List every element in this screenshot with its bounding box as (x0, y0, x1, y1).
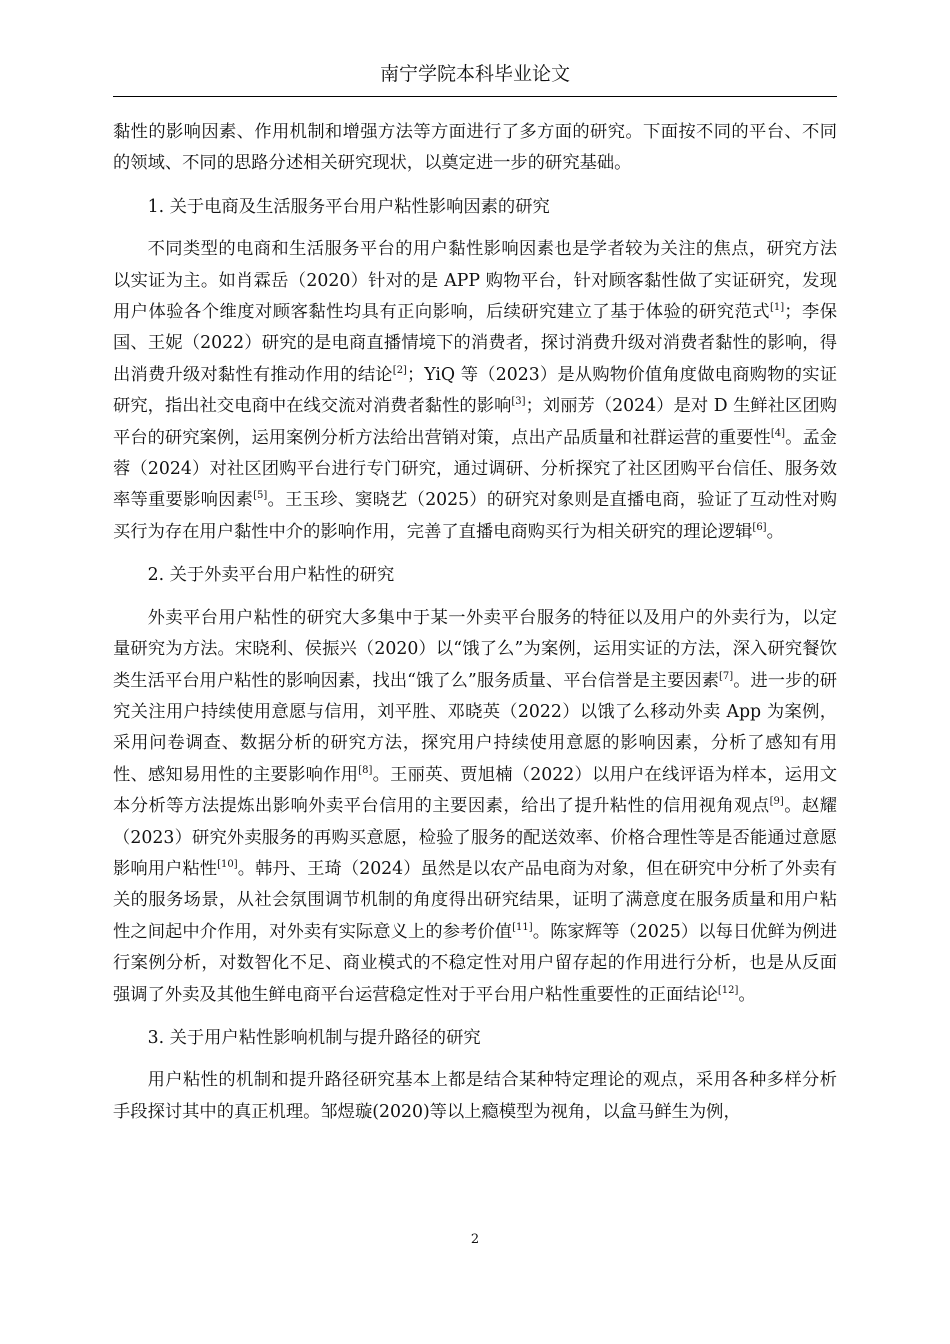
citation: [1] (770, 302, 785, 314)
citation: [12] (717, 984, 739, 996)
section-2-paragraph: 外卖平台用户粘性的研究大多集中于某一外卖平台服务的特征以及用户的外卖行为，以定量研究为方法。宋晓利、侯振兴（2020）以“饿了么”为案例，运用实证的方法，深入研究餐饮类生活平台用户粘性的影响因素，找出“饿了么”服务质量、平台信誉是主要因素[7]。进一步的研究关注用户持续使用意愿与信用，刘平胜、邓晓英（2022）以饿了么移动外卖 App 为案例，采用问卷调查、数据分析的研究方法，探究用户持续使用意愿的影响因素，分析了感知有用性、感知易用性的主要影响作用[8]。王丽英、贾旭楠（2022）以用户在线评语为样本，运用文本分析等方法提炼出影响外卖平台信用的主要因素，给出了提升粘性的信用视角观点[9]。赵耀（2023）研究外卖服务的再购买意愿，检验了服务的配送效率、价格合理性等是否能通过意愿影响用户粘性[10]。韩丹、王琦（2024）虽然是以农产品电商为对象，但在研究中分析了外卖有关的服务场景，从社会氛围调节机制的角度得出研究结果，证明了满意度在服务质量和用户粘性之间起中介作用，对外卖有实际意义上的参考价值[11]。陈家辉等（2025）以每日优鲜为例进行案例分析，对数智化不足、商业模式的不稳定性对用户留存起的作用进行分析，也是从反面强调了外卖及其他生鲜电商平台运营稳定性对于平台用户粘性重要性的正面结论[12]。 (113, 607, 837, 1005)
citation: [5] (253, 490, 268, 502)
section-2-heading: 2. 关于外卖平台用户粘性的研究 (147, 565, 395, 586)
citation: [8] (358, 764, 373, 776)
section-3-paragraph: 用户粘性的机制和提升路径研究基本上都是结合某种特定理论的观点，采用各种多样分析手段探讨其中的真正机理。邹煜璇(2020)等以上瘾模型为视角，以盒马鲜生为例， (113, 1070, 837, 1122)
page-header-title: 南宁学院本科毕业论文 (379, 63, 570, 85)
section-1-paragraph: 不同类型的电商和生活服务平台的用户黏性影响因素也是学者较为关注的焦点，研究方法以实证为主。如肖霖岳（2020）针对的是 APP 购物平台，针对顾客黏性做了实证研究，发现用户体验各个维度对顾客黏性均具有正向影响，后续研究建立了基于体验的研究范式[1]；李保国、王妮（2022）研究的是电商直播情境下的消费者，探讨消费升级对消费者黏性的影响，得出消费升级对黏性有推动作用的结论[2]；YiQ 等（2023）是从购物价值角度做电商购物的实证研究，指出社交电商中在线交流对消费者黏性的影响[3]；刘丽芳（2024）是对 D 生鲜社区团购平台的研究案例，运用案例分析方法给出营销对策，点出产品质量和社群运营的重要性[4]。孟金蓉（2024）对社区团购平台进行专门研究，通过调研、分析探究了社区团购平台信任、服务效率等重要影响因素[5]。王玉珍、窦晓艺（2025）的研究对象则是直播电商，验证了互动性对购买行为存在用户黏性中介的影响作用，完善了直播电商购买行为相关研究的理论逻辑[6]。 (113, 239, 837, 542)
header-divider (113, 96, 837, 97)
intro-paragraph: 黏性的影响因素、作用机制和增强方法等方面进行了多方面的研究。下面按不同的平台、不同的领域、不同的思路分述相关研究现状，以奠定进一步的研究基础。 (113, 122, 837, 174)
section-1-heading: 1. 关于电商及生活服务平台用户粘性影响因素的研究 (147, 196, 550, 217)
citation: [9] (769, 796, 784, 808)
citation: [7] (719, 670, 734, 682)
citation: [4] (770, 427, 786, 439)
section-3-heading: 3. 关于用户粘性影响机制与提升路径的研究 (147, 1027, 481, 1048)
citation: [6] (752, 522, 767, 534)
citation: [10] (217, 859, 238, 871)
document-body (113, 117, 837, 1128)
citation: [11] (512, 921, 533, 933)
citation: [2] (392, 365, 407, 377)
page-number: 2 (470, 1232, 480, 1247)
citation: [3] (511, 396, 526, 408)
